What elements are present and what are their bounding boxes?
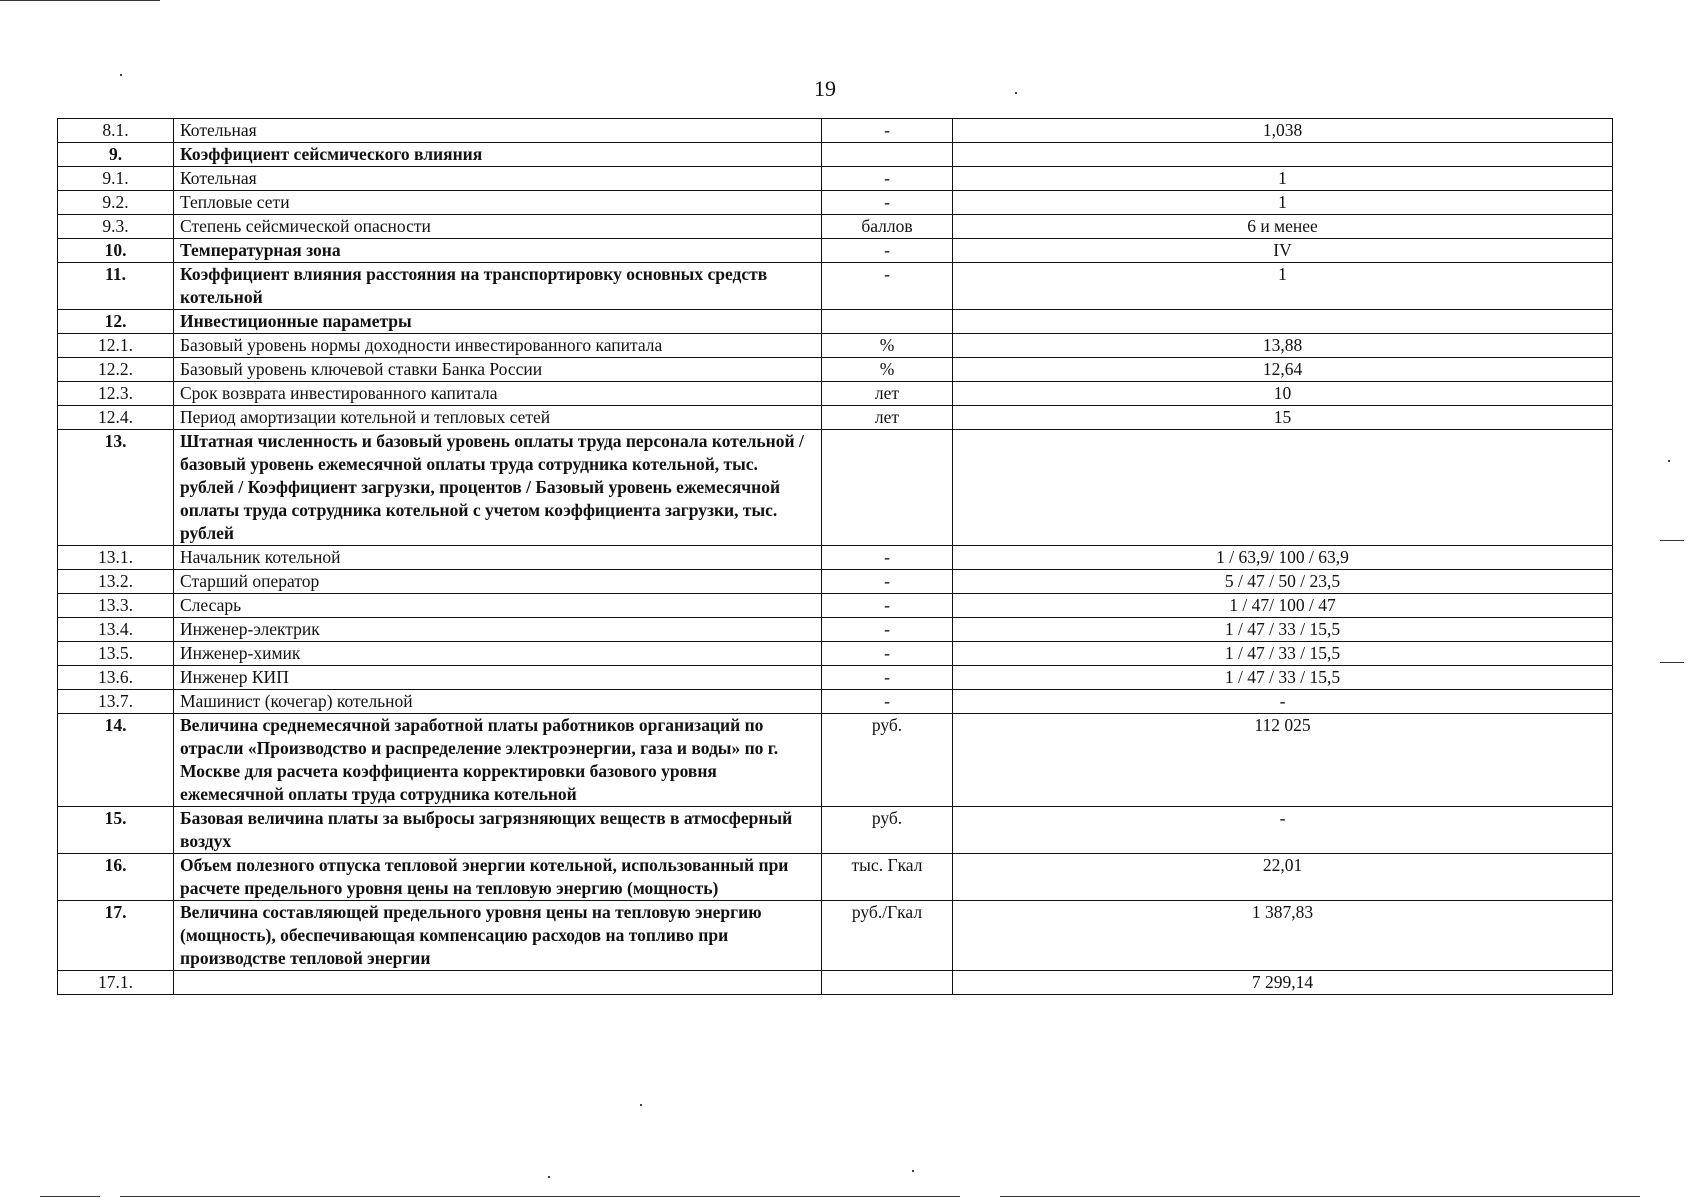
table-row xyxy=(58,807,1613,854)
row-number: 13.4. xyxy=(58,618,174,642)
row-name: Коэффициент сейсмического влияния xyxy=(174,143,822,167)
row-value xyxy=(953,143,1613,167)
row-value: 7 299,14 xyxy=(953,971,1613,995)
row-value: 112 025 xyxy=(953,714,1613,807)
row-value: 10 xyxy=(953,382,1613,406)
table-row xyxy=(58,618,1613,642)
scan-speck xyxy=(548,1176,550,1178)
row-unit: - xyxy=(822,239,953,263)
row-number: 13.2. xyxy=(58,570,174,594)
row-name: Базовая величина платы за выбросы загрязняющих веществ в атмосферный воздух xyxy=(174,807,822,854)
row-value: 1 / 47/ 100 / 47 xyxy=(953,594,1613,618)
row-number: 9.3. xyxy=(58,215,174,239)
table-row xyxy=(58,570,1613,594)
row-value: 1 xyxy=(953,191,1613,215)
row-value xyxy=(953,310,1613,334)
table-row xyxy=(58,901,1613,971)
row-unit: баллов xyxy=(822,215,953,239)
row-name: Котельная xyxy=(174,119,822,143)
scan-speck xyxy=(640,1104,642,1106)
table-body xyxy=(58,119,1613,995)
table-row xyxy=(58,310,1613,334)
row-name: Величина составляющей предельного уровня цены на тепловую энергию (мощность), обеспечивающая компенсацию расходов на топливо при производстве тепловой энергии xyxy=(174,901,822,971)
scan-edge-bottom-left xyxy=(40,1196,100,1197)
table-row xyxy=(58,406,1613,430)
row-unit xyxy=(822,430,953,546)
page-number: 19 xyxy=(814,76,836,101)
table-row xyxy=(58,263,1613,310)
row-unit: - xyxy=(822,642,953,666)
table-row xyxy=(58,642,1613,666)
row-name: Старший оператор xyxy=(174,570,822,594)
row-name: Период амортизации котельной и тепловых сетей xyxy=(174,406,822,430)
row-name: Коэффициент влияния расстояния на транспортировку основных средств котельной xyxy=(174,263,822,310)
row-number: 13.3. xyxy=(58,594,174,618)
table-row xyxy=(58,971,1613,995)
row-value: - xyxy=(953,690,1613,714)
row-unit: - xyxy=(822,570,953,594)
row-value: IV xyxy=(953,239,1613,263)
row-value: 6 и менее xyxy=(953,215,1613,239)
row-unit xyxy=(822,143,953,167)
row-value xyxy=(953,430,1613,546)
table-row xyxy=(58,430,1613,546)
row-name: Инженер КИП xyxy=(174,666,822,690)
row-name xyxy=(174,971,822,995)
row-value: 13,88 xyxy=(953,334,1613,358)
table-row xyxy=(58,382,1613,406)
row-value: 1 / 63,9/ 100 / 63,9 xyxy=(953,546,1613,570)
row-name: Базовый уровень ключевой ставки Банка России xyxy=(174,358,822,382)
row-number: 13. xyxy=(58,430,174,546)
row-value: 1 xyxy=(953,167,1613,191)
row-number: 12. xyxy=(58,310,174,334)
row-unit xyxy=(822,310,953,334)
row-value: 1 387,83 xyxy=(953,901,1613,971)
table-row xyxy=(58,854,1613,901)
row-unit: руб. xyxy=(822,807,953,854)
row-name: Инженер-химик xyxy=(174,642,822,666)
row-number: 11. xyxy=(58,263,174,310)
row-value: 22,01 xyxy=(953,854,1613,901)
row-name: Базовый уровень нормы доходности инвестированного капитала xyxy=(174,334,822,358)
scan-edge-top-left xyxy=(0,0,160,1)
row-unit: руб./Гкал xyxy=(822,901,953,971)
row-number: 12.2. xyxy=(58,358,174,382)
row-value: 12,64 xyxy=(953,358,1613,382)
scan-edge-right-2 xyxy=(1660,662,1684,663)
table-row xyxy=(58,239,1613,263)
row-value: 1 xyxy=(953,263,1613,310)
table-row xyxy=(58,714,1613,807)
row-unit: % xyxy=(822,358,953,382)
row-number: 16. xyxy=(58,854,174,901)
row-number: 17. xyxy=(58,901,174,971)
row-unit: - xyxy=(822,618,953,642)
table-row xyxy=(58,690,1613,714)
table-row xyxy=(58,215,1613,239)
scan-speck xyxy=(912,1170,914,1172)
scan-edge-bottom-mid xyxy=(120,1196,960,1197)
table-row xyxy=(58,143,1613,167)
row-unit: - xyxy=(822,594,953,618)
row-name: Начальник котельной xyxy=(174,546,822,570)
row-number: 14. xyxy=(58,714,174,807)
table-row xyxy=(58,546,1613,570)
row-number: 17.1. xyxy=(58,971,174,995)
row-number: 13.6. xyxy=(58,666,174,690)
parameters-table xyxy=(57,118,1613,995)
row-value: 1 / 47 / 33 / 15,5 xyxy=(953,666,1613,690)
row-name: Величина среднемесячной заработной платы работников организаций по отрасли «Производство и распределение электроэнергии, газа и воды» по г. Москве для расчета коэффициента корректировки базового уровня ежемесячной оплаты труда сотрудника котельной xyxy=(174,714,822,807)
table-row xyxy=(58,191,1613,215)
row-unit: лет xyxy=(822,382,953,406)
row-number: 13.1. xyxy=(58,546,174,570)
row-unit: лет xyxy=(822,406,953,430)
table-row xyxy=(58,594,1613,618)
table-row xyxy=(58,119,1613,143)
row-unit: тыс. Гкал xyxy=(822,854,953,901)
table-row xyxy=(58,666,1613,690)
row-unit: - xyxy=(822,191,953,215)
row-name: Машинист (кочегар) котельной xyxy=(174,690,822,714)
row-number: 12.4. xyxy=(58,406,174,430)
row-number: 15. xyxy=(58,807,174,854)
row-number: 9. xyxy=(58,143,174,167)
row-value: 5 / 47 / 50 / 23,5 xyxy=(953,570,1613,594)
row-number: 12.3. xyxy=(58,382,174,406)
row-name: Штатная численность и базовый уровень оплаты труда персонала котельной / базовый уровень ежемесячной оплаты труда сотрудника котельной, тыс. рублей / Коэффициент загрузки, процентов / Базовый уровень ежемесячной оплаты труда сотрудника котельной с учетом коэффициента загрузки, тыс. рублей xyxy=(174,430,822,546)
row-number: 13.5. xyxy=(58,642,174,666)
row-number: 10. xyxy=(58,239,174,263)
row-number: 13.7. xyxy=(58,690,174,714)
row-unit: % xyxy=(822,334,953,358)
row-unit: - xyxy=(822,263,953,310)
row-unit: - xyxy=(822,546,953,570)
row-unit: - xyxy=(822,167,953,191)
row-name: Срок возврата инвестированного капитала xyxy=(174,382,822,406)
row-value: 1 / 47 / 33 / 15,5 xyxy=(953,642,1613,666)
scan-speck xyxy=(1668,460,1670,462)
row-name: Тепловые сети xyxy=(174,191,822,215)
table-row xyxy=(58,358,1613,382)
row-name: Котельная xyxy=(174,167,822,191)
row-number: 9.1. xyxy=(58,167,174,191)
row-name: Степень сейсмической опасности xyxy=(174,215,822,239)
table-row xyxy=(58,334,1613,358)
row-name: Слесарь xyxy=(174,594,822,618)
row-name: Температурная зона xyxy=(174,239,822,263)
row-number: 8.1. xyxy=(58,119,174,143)
row-name: Объем полезного отпуска тепловой энергии котельной, использованный при расчете предельного уровня цены на тепловую энергию (мощность) xyxy=(174,854,822,901)
row-unit: - xyxy=(822,690,953,714)
row-value: 15 xyxy=(953,406,1613,430)
row-value: 1,038 xyxy=(953,119,1613,143)
row-unit: - xyxy=(822,119,953,143)
row-unit xyxy=(822,971,953,995)
table-row xyxy=(58,167,1613,191)
row-unit: руб. xyxy=(822,714,953,807)
row-value: 1 / 47 / 33 / 15,5 xyxy=(953,618,1613,642)
row-unit: - xyxy=(822,666,953,690)
scan-edge-bottom-right xyxy=(1000,1196,1640,1197)
scan-edge-right-1 xyxy=(1660,540,1684,541)
row-name: Инвестиционные параметры xyxy=(174,310,822,334)
row-name: Инженер-электрик xyxy=(174,618,822,642)
row-value: - xyxy=(953,807,1613,854)
row-number: 12.1. xyxy=(58,334,174,358)
row-number: 9.2. xyxy=(58,191,174,215)
